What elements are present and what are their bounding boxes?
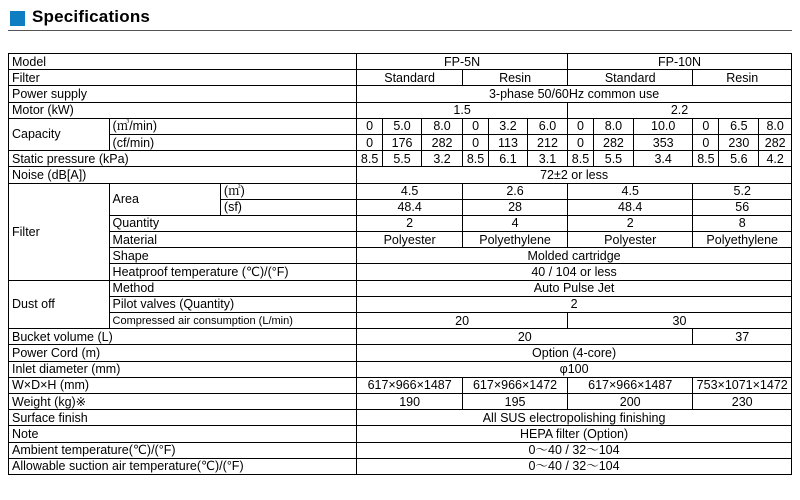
capacity-cell: 5.0 <box>383 118 422 134</box>
quantity-cell: 8 <box>693 215 792 231</box>
material-cell: Polyethylene <box>693 232 792 248</box>
heatproof-value: 40 / 104 or less <box>357 264 792 280</box>
suction-temp-value: 0～40 / 32～104 <box>357 458 792 474</box>
capacity-cell: 10.0 <box>633 118 692 134</box>
area-unit: (sf) <box>220 199 356 215</box>
material-cell: Polyethylene <box>463 232 568 248</box>
area-cell: 2.6 <box>463 183 568 199</box>
quantity-cell: 4 <box>463 215 568 231</box>
capacity-cell: 282 <box>593 134 633 150</box>
section-header <box>8 6 792 32</box>
row-quantity <box>9 215 792 231</box>
row-pilot-valves <box>9 296 792 312</box>
row-motor <box>9 102 792 118</box>
motor-value: 2.2 <box>568 102 792 118</box>
capacity-cell: 353 <box>633 134 692 150</box>
label-area: Area <box>109 183 220 215</box>
inlet-diameter-value: φ100 <box>357 361 792 377</box>
row-heatproof <box>9 264 792 280</box>
label-power-cord: Power Cord (m) <box>9 345 357 361</box>
model-fp5n: FP-5N <box>357 54 568 70</box>
area-cell: 48.4 <box>568 199 693 215</box>
row-capacity-m3 <box>9 118 792 134</box>
label-power-supply: Power supply <box>9 86 357 102</box>
dimensions-cell: 753×1071×1472 <box>693 377 792 393</box>
label-capacity: Capacity <box>9 118 110 150</box>
label-quantity: Quantity <box>109 215 357 231</box>
capacity-cell: 230 <box>719 134 759 150</box>
pressure-cell: 5.5 <box>593 151 633 167</box>
quantity-cell: 2 <box>568 215 693 231</box>
capacity-cell: 0 <box>357 134 383 150</box>
power-cord-value: Option (4-core) <box>357 345 792 361</box>
label-method: Method <box>109 280 357 296</box>
row-shape <box>9 248 792 264</box>
method-value: Auto Pulse Jet <box>357 280 792 296</box>
dimensions-cell: 617×966×1487 <box>357 377 463 393</box>
surface-finish-value: All SUS electropolishing finishing <box>357 410 792 426</box>
pressure-cell: 8.5 <box>568 151 594 167</box>
label-suction-temp: Allowable suction air temperature(℃)/(°F) <box>9 458 357 474</box>
row-power-supply <box>9 86 792 102</box>
pressure-cell: 5.6 <box>719 151 759 167</box>
label-filter: Filter <box>9 70 357 86</box>
row-ambient-temp <box>9 442 792 458</box>
header-rule <box>8 30 792 31</box>
label-filter-group: Filter <box>9 183 110 280</box>
shape-value: Molded cartridge <box>357 248 792 264</box>
label-surface-finish: Surface finish <box>9 410 357 426</box>
row-noise <box>9 167 792 183</box>
weight-cell: 195 <box>463 393 568 409</box>
dimensions-cell: 617×966×1472 <box>463 377 568 393</box>
label-heatproof: Heatproof temperature (℃)/(°F) <box>109 264 357 280</box>
specifications-table <box>8 53 792 475</box>
capacity-cell: 8.0 <box>759 118 792 134</box>
pilot-valves-value: 2 <box>357 296 792 312</box>
capacity-cell: 0 <box>568 134 594 150</box>
row-capacity-cf <box>9 134 792 150</box>
row-static-pressure <box>9 151 792 167</box>
area-cell: 48.4 <box>357 199 463 215</box>
label-note: Note <box>9 426 357 442</box>
row-material <box>9 232 792 248</box>
row-note <box>9 426 792 442</box>
area-cell: 5.2 <box>693 183 792 199</box>
note-value: HEPA filter (Option) <box>357 426 792 442</box>
pressure-cell: 3.4 <box>633 151 692 167</box>
capacity-cell: 0 <box>568 118 594 134</box>
label-dust-off: Dust off <box>9 280 110 329</box>
row-power-cord <box>9 345 792 361</box>
row-method <box>9 280 792 296</box>
capacity-cell: 0 <box>463 134 489 150</box>
label-motor: Motor (kW) <box>9 102 357 118</box>
label-material: Material <box>109 232 357 248</box>
label-weight: Weight (kg)※ <box>9 393 357 409</box>
pressure-cell: 6.1 <box>489 151 528 167</box>
capacity-cell: 8.0 <box>593 118 633 134</box>
capacity-cell: 212 <box>527 134 567 150</box>
row-inlet-diameter <box>9 361 792 377</box>
label-compressed-air: Compressed air consumption (L/min) <box>109 313 357 329</box>
capacity-cell: 113 <box>489 134 528 150</box>
weight-cell: 190 <box>357 393 463 409</box>
label-pilot-valves: Pilot valves (Quantity) <box>109 296 357 312</box>
capacity-cell: 282 <box>759 134 792 150</box>
label-noise: Noise (dB[A]) <box>9 167 357 183</box>
material-cell: Polyester <box>568 232 693 248</box>
pressure-cell: 4.2 <box>759 151 792 167</box>
row-suction-temp <box>9 458 792 474</box>
label-model: Model <box>9 54 357 70</box>
capacity-cell: 0 <box>693 118 719 134</box>
capacity-unit: (cf/min) <box>109 134 357 150</box>
bucket-volume-cell: 37 <box>693 329 792 345</box>
label-ambient-temp: Ambient temperature(℃)/(°F) <box>9 442 357 458</box>
section-title: Specifications <box>32 7 151 26</box>
capacity-cell: 0 <box>463 118 489 134</box>
capacity-unit: (㎥/min) <box>109 118 357 134</box>
dimensions-cell: 617×966×1487 <box>568 377 693 393</box>
area-cell: 4.5 <box>568 183 693 199</box>
quantity-cell: 2 <box>357 215 463 231</box>
pressure-cell: 5.5 <box>383 151 422 167</box>
pressure-cell: 8.5 <box>357 151 383 167</box>
row-area-m2 <box>9 183 792 199</box>
capacity-cell: 0 <box>693 134 719 150</box>
filter-type-cell: Resin <box>693 70 792 86</box>
compressed-air-cell: 30 <box>568 313 792 329</box>
material-cell: Polyester <box>357 232 463 248</box>
weight-cell: 200 <box>568 393 693 409</box>
weight-cell: 230 <box>693 393 792 409</box>
capacity-cell: 6.5 <box>719 118 759 134</box>
row-model <box>9 54 792 70</box>
row-surface-finish <box>9 410 792 426</box>
label-dimensions: W×D×H (mm) <box>9 377 357 393</box>
pressure-cell: 8.5 <box>693 151 719 167</box>
area-cell: 56 <box>693 199 792 215</box>
capacity-cell: 176 <box>383 134 422 150</box>
capacity-cell: 3.2 <box>489 118 528 134</box>
pressure-cell: 3.2 <box>422 151 463 167</box>
row-bucket-volume <box>9 329 792 345</box>
area-cell: 4.5 <box>357 183 463 199</box>
label-inlet-diameter: Inlet diameter (mm) <box>9 361 357 377</box>
motor-value: 1.5 <box>357 102 568 118</box>
label-shape: Shape <box>109 248 357 264</box>
capacity-cell: 0 <box>357 118 383 134</box>
area-cell: 28 <box>463 199 568 215</box>
area-unit: (㎡) <box>220 183 356 199</box>
filter-type-cell: Resin <box>463 70 568 86</box>
model-fp10n: FP-10N <box>568 54 792 70</box>
title-square-icon <box>10 11 25 26</box>
power-supply-value: 3-phase 50/60Hz common use <box>357 86 792 102</box>
row-compressed-air <box>9 313 792 329</box>
row-dimensions <box>9 377 792 393</box>
pressure-cell: 3.1 <box>527 151 567 167</box>
bucket-volume-cell: 20 <box>357 329 693 345</box>
compressed-air-cell: 20 <box>357 313 568 329</box>
ambient-temp-value: 0～40 / 32～104 <box>357 442 792 458</box>
row-filter-type <box>9 70 792 86</box>
filter-type-cell: Standard <box>568 70 693 86</box>
noise-value: 72±2 or less <box>357 167 792 183</box>
pressure-cell: 8.5 <box>463 151 489 167</box>
filter-type-cell: Standard <box>357 70 463 86</box>
capacity-cell: 8.0 <box>422 118 463 134</box>
row-weight <box>9 393 792 409</box>
capacity-cell: 282 <box>422 134 463 150</box>
label-static-pressure: Static pressure (kPa) <box>9 151 357 167</box>
capacity-cell: 6.0 <box>527 118 567 134</box>
label-bucket-volume: Bucket volume (L) <box>9 329 357 345</box>
